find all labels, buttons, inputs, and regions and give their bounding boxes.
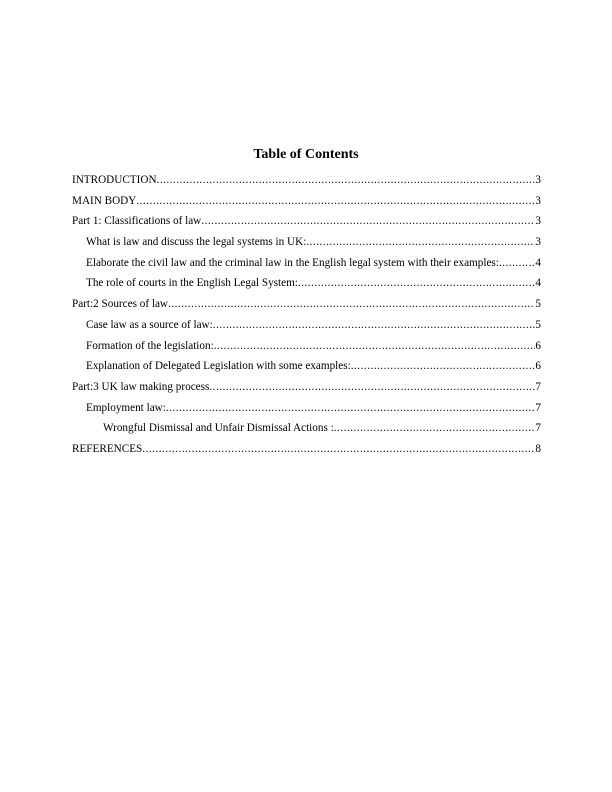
toc-entry-what-is-law[interactable] bbox=[72, 236, 541, 257]
toc-entry-role-of-courts[interactable] bbox=[72, 277, 541, 298]
toc-entry-text: Part 1: Classifications of law bbox=[72, 215, 202, 228]
toc-dot-leader bbox=[166, 402, 536, 414]
toc-entry-delegated-legislation[interactable] bbox=[72, 360, 541, 381]
toc-list bbox=[72, 174, 541, 464]
toc-entry-text: INTRODUCTION bbox=[72, 174, 157, 186]
toc-page-number: 6 bbox=[535, 339, 541, 352]
toc-dot-leader bbox=[214, 340, 536, 352]
toc-page-number: 7 bbox=[535, 401, 541, 414]
toc-page-number: 4 bbox=[535, 256, 541, 269]
toc-dot-leader bbox=[213, 319, 536, 331]
toc-entry-references[interactable] bbox=[72, 443, 541, 464]
toc-entry-text: Part:3 UK law making process bbox=[72, 380, 210, 393]
toc-page-number: 6 bbox=[535, 360, 541, 373]
toc-entry-text: MAIN BODY bbox=[72, 194, 137, 207]
toc-entry-text: Elaborate the civil law and the criminal law in the English legal system with their examples: bbox=[86, 256, 499, 269]
toc-entry-employment-law[interactable] bbox=[72, 402, 541, 423]
toc-dot-leader bbox=[136, 195, 535, 207]
toc-page-number: 5 bbox=[535, 298, 541, 311]
toc-entry-wrongful-dismissal[interactable] bbox=[72, 422, 541, 443]
toc-page-number: 7 bbox=[535, 422, 541, 435]
toc-entry-text: Employment law: bbox=[86, 401, 166, 414]
toc-page-number: 8 bbox=[535, 442, 541, 455]
toc-dot-leader bbox=[351, 360, 536, 372]
toc-page-number: 4 bbox=[535, 277, 541, 290]
toc-entry-text: Explanation of Delegated Legislation with some examples: bbox=[86, 360, 351, 373]
toc-entry-text: Wrongful Dismissal and Unfair Dismissal Actions : bbox=[103, 422, 334, 435]
toc-entry-part1[interactable] bbox=[72, 215, 541, 236]
toc-dot-leader bbox=[168, 298, 535, 310]
toc-dot-leader bbox=[142, 443, 535, 455]
toc-dot-leader bbox=[157, 174, 536, 186]
toc-entry-text: The role of courts in the English Legal System: bbox=[86, 277, 298, 290]
toc-dot-leader bbox=[334, 422, 536, 434]
toc-page-number: 3 bbox=[535, 215, 541, 228]
toc-entry-text: Formation of the legislation: bbox=[86, 339, 214, 352]
toc-entry-part3[interactable] bbox=[72, 381, 541, 402]
toc-entry-main-body[interactable] bbox=[72, 195, 541, 216]
toc-page-number: 3 bbox=[535, 174, 541, 186]
toc-entry-text: Part:2 Sources of law bbox=[72, 298, 169, 311]
toc-entry-part2[interactable] bbox=[72, 298, 541, 319]
toc-entry-text: REFERENCES bbox=[72, 442, 143, 455]
toc-dot-leader bbox=[209, 381, 535, 393]
toc-entry-case-law[interactable] bbox=[72, 319, 541, 340]
toc-entry-text: Case law as a source of law: bbox=[86, 318, 213, 331]
toc-dot-leader bbox=[306, 236, 535, 248]
toc-dot-leader bbox=[499, 257, 536, 269]
toc-title: Table of Contents bbox=[253, 147, 359, 162]
toc-dot-leader bbox=[201, 215, 535, 227]
toc-entry-civil-criminal-law[interactable] bbox=[72, 257, 541, 278]
toc-page-number: 3 bbox=[535, 194, 541, 207]
toc-page-number: 5 bbox=[535, 318, 541, 331]
toc-entry-formation-legislation[interactable] bbox=[72, 340, 541, 361]
toc-entry-text: What is law and discuss the legal systems in UK: bbox=[86, 236, 307, 249]
toc-dot-leader bbox=[298, 277, 536, 289]
toc-page-number: 7 bbox=[535, 380, 541, 393]
toc-entry-introduction[interactable] bbox=[72, 174, 541, 195]
toc-page-number: 3 bbox=[535, 236, 541, 249]
